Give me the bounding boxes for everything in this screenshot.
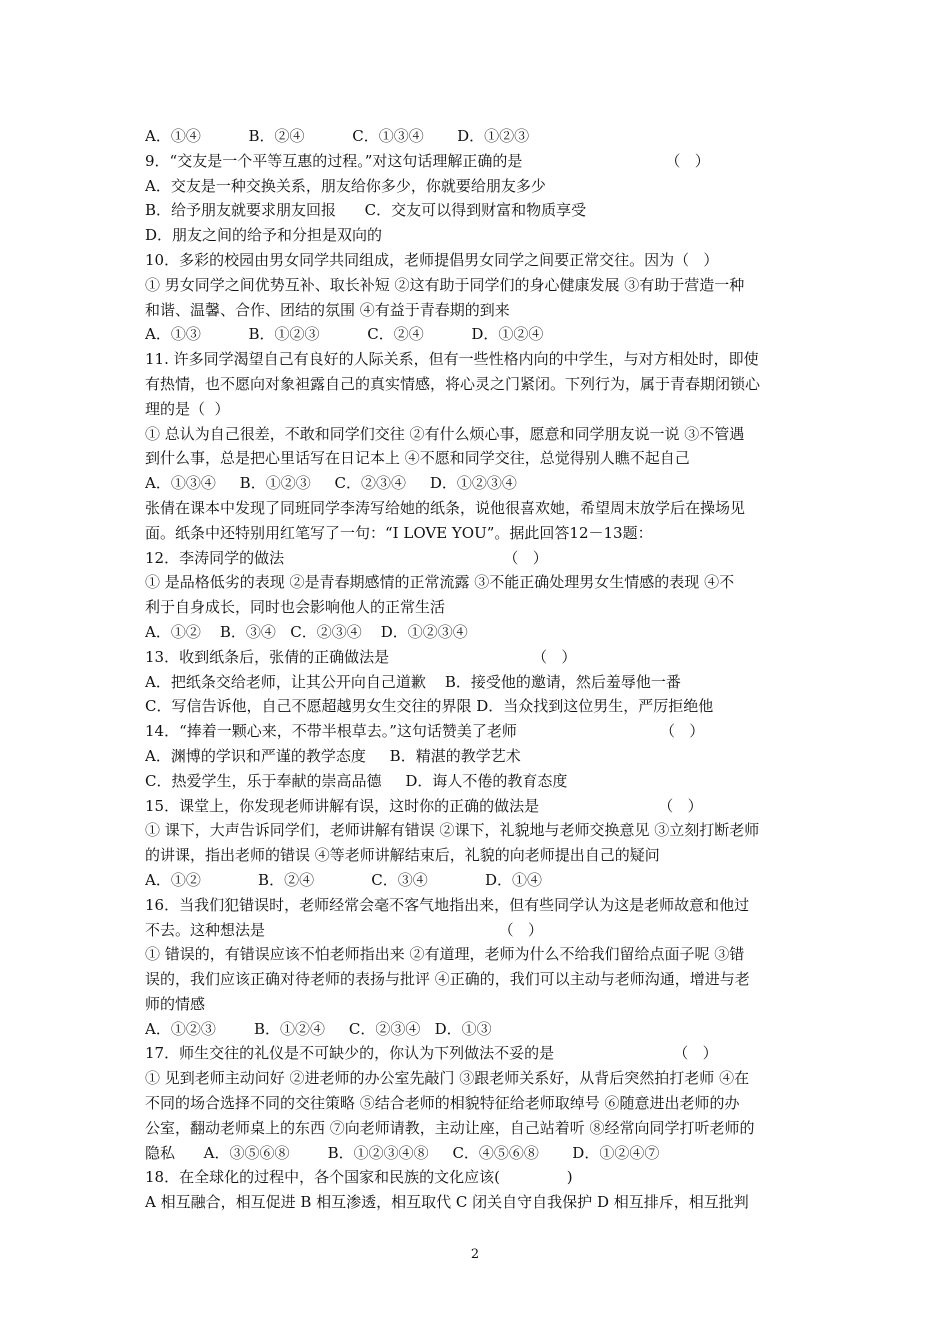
text-line: 13．收到纸条后，张倩的正确做法是 （ ） (145, 647, 577, 666)
text-line: 张倩在课本中发现了同班同学李涛写给她的纸条，说他很喜欢她，希望周末放学后在操场见 (145, 498, 746, 517)
text-line: ① 课下，大声告诉同学们，老师讲解有错误 ②课下，礼貌地与老师交换意见 ③立刻打断老师 (145, 821, 760, 840)
page-number: 2 (470, 1247, 480, 1262)
text-line: 和谐、温馨、合作、团结的氛围 ④有益于青春期的到来 (145, 300, 510, 319)
text-line: 有热情，也不愿向对象袒露自己的真实情感，将心灵之门紧闭。下列行为，属于青春期闭锁心 (145, 374, 761, 393)
text-line: A．①③ B．①②③ C．②④ D．①②④ (145, 325, 544, 344)
text-line: 理的是（ ） (145, 399, 230, 418)
text-line: ① 错误的，有错误应该不怕老师指出来 ②有道理，老师为什么不给我们留给点面子呢 ③错 (145, 945, 745, 964)
text-line: 18．在全球化的过程中，各个国家和民族的文化应该( ) (145, 1168, 573, 1187)
text-line: 隐私 A．③⑤⑥⑧ B．①②③④⑧ C．④⑤⑥⑧ D．①②④⑦ (145, 1143, 660, 1162)
text-line: ① 是品格低劣的表现 ②是青春期感情的正常流露 ③不能正确处理男女生情感的表现 ④不 (145, 573, 735, 592)
text-line: 师的情感 (145, 994, 206, 1013)
text-line: C．热爱学生，乐于奉献的崇高品德 D．诲人不倦的教育态度 (145, 771, 568, 790)
text-line: 不同的场合选择不同的交往策略 ⑤结合老师的相貌特征给老师取绰号 ⑥随意进出老师的办 (145, 1094, 740, 1113)
text-line: 公室，翻动老师桌上的东西 ⑦向老师请教，主动让座，自己站着听 ⑧经常向同学打听老师的 (145, 1118, 755, 1137)
text-line: A．①② B．③④ C．②③④ D．①②③④ (145, 622, 468, 641)
text-line: D．朋友之间的给予和分担是双向的 (145, 226, 383, 245)
document-body (145, 124, 815, 1215)
text-line: A．①③④ B．①②③ C．②③④ D．①②③④ (145, 474, 517, 493)
text-line: A．①④ B．②④ C．①③④ D．①②③ (145, 127, 530, 145)
text-line: 误的，我们应该正确对待老师的表扬与批评 ④正确的，我们可以主动与老师沟通，增进与老 (145, 970, 750, 989)
text-line: 到什么事，总是把心里话写在日记本上 ④不愿和同学交往，总觉得别人瞧不起自己 (145, 449, 690, 468)
text-line: 14．“捧着一颗心来，不带半根草去。”这句话赞美了老师 （ ） (145, 722, 705, 741)
text-line: 17．师生交往的礼仪是不可缺少的，你认为下列做法不妥的是 （ ） (145, 1044, 718, 1063)
text-line: 的讲课，指出老师的错误 ④等老师讲解结束后，礼貌的向老师提出自己的疑问 (145, 846, 660, 865)
text-line: ① 男女同学之间优势互补、取长补短 ②这有助于同学们的身心健康发展 ③有助于营造一种 (145, 275, 745, 294)
text-line: A．把纸条交给老师，让其公开向自己道歉 B．接受他的邀请，然后羞辱他一番 (145, 672, 681, 691)
text-line: A．交友是一种交换关系，朋友给你多少，你就要给朋友多少 (145, 176, 546, 195)
text-line: A．①② B．②④ C．③④ D．①④ (145, 870, 543, 889)
text-line: 15．课堂上，你发现老师讲解有误，这时你的正确的做法是 （ ） (145, 796, 703, 815)
text-line: A．①②③ B．①②④ C．②③④ D．①③ (145, 1019, 492, 1038)
text-line: 不去。这种想法是 （ ） (145, 920, 543, 939)
text-line: 12．李涛同学的做法 （ ） (145, 548, 548, 567)
text-line: ① 总认为自己很差，不敢和同学们交往 ②有什么烦心事，愿意和同学朋友说一说 ③不管遇 (145, 424, 745, 443)
text-line: 16．当我们犯错误时，老师经常会毫不客气地指出来，但有些同学认为这是老师故意和他过 (145, 895, 750, 914)
text-line: 10．多彩的校园由男女同学共同组成，老师提倡男女同学之间要正常交往。因为（ ） (145, 250, 719, 269)
text-line: 9．“交友是一个平等互惠的过程。”对这句话理解正确的是 （ ） (145, 151, 710, 170)
text-line: A 相互融合，相互促进 B 相互渗透，相互取代 C 闭关自守自我保护 D 相互排斥，相互批判 (145, 1193, 749, 1212)
text-line: 利于自身成长，同时也会影响他人的正常生活 (145, 598, 446, 617)
text-line: 面。纸条中还特别用红笔写了一句：“I LOVE YOU”。据此回答12－13题： (145, 523, 653, 542)
text-line: 11. 许多同学渴望自己有良好的人际关系，但有一些性格内向的中学生，与对方相处时，即使 (145, 350, 759, 369)
text-line: A．渊博的学识和严谨的教学态度 B．精湛的教学艺术 (145, 746, 521, 765)
text-line: C．写信告诉他，自己不愿超越男女生交往的界限 D．当众找到这位男生，严厉拒绝他 (145, 697, 714, 716)
text-line: B．给予朋友就要求朋友回报 C．交友可以得到财富和物质享受 (145, 201, 587, 220)
text-line: ① 见到老师主动问好 ②进老师的办公室先敲门 ③跟老师关系好，从背后突然拍打老师 ④在 (145, 1069, 750, 1088)
